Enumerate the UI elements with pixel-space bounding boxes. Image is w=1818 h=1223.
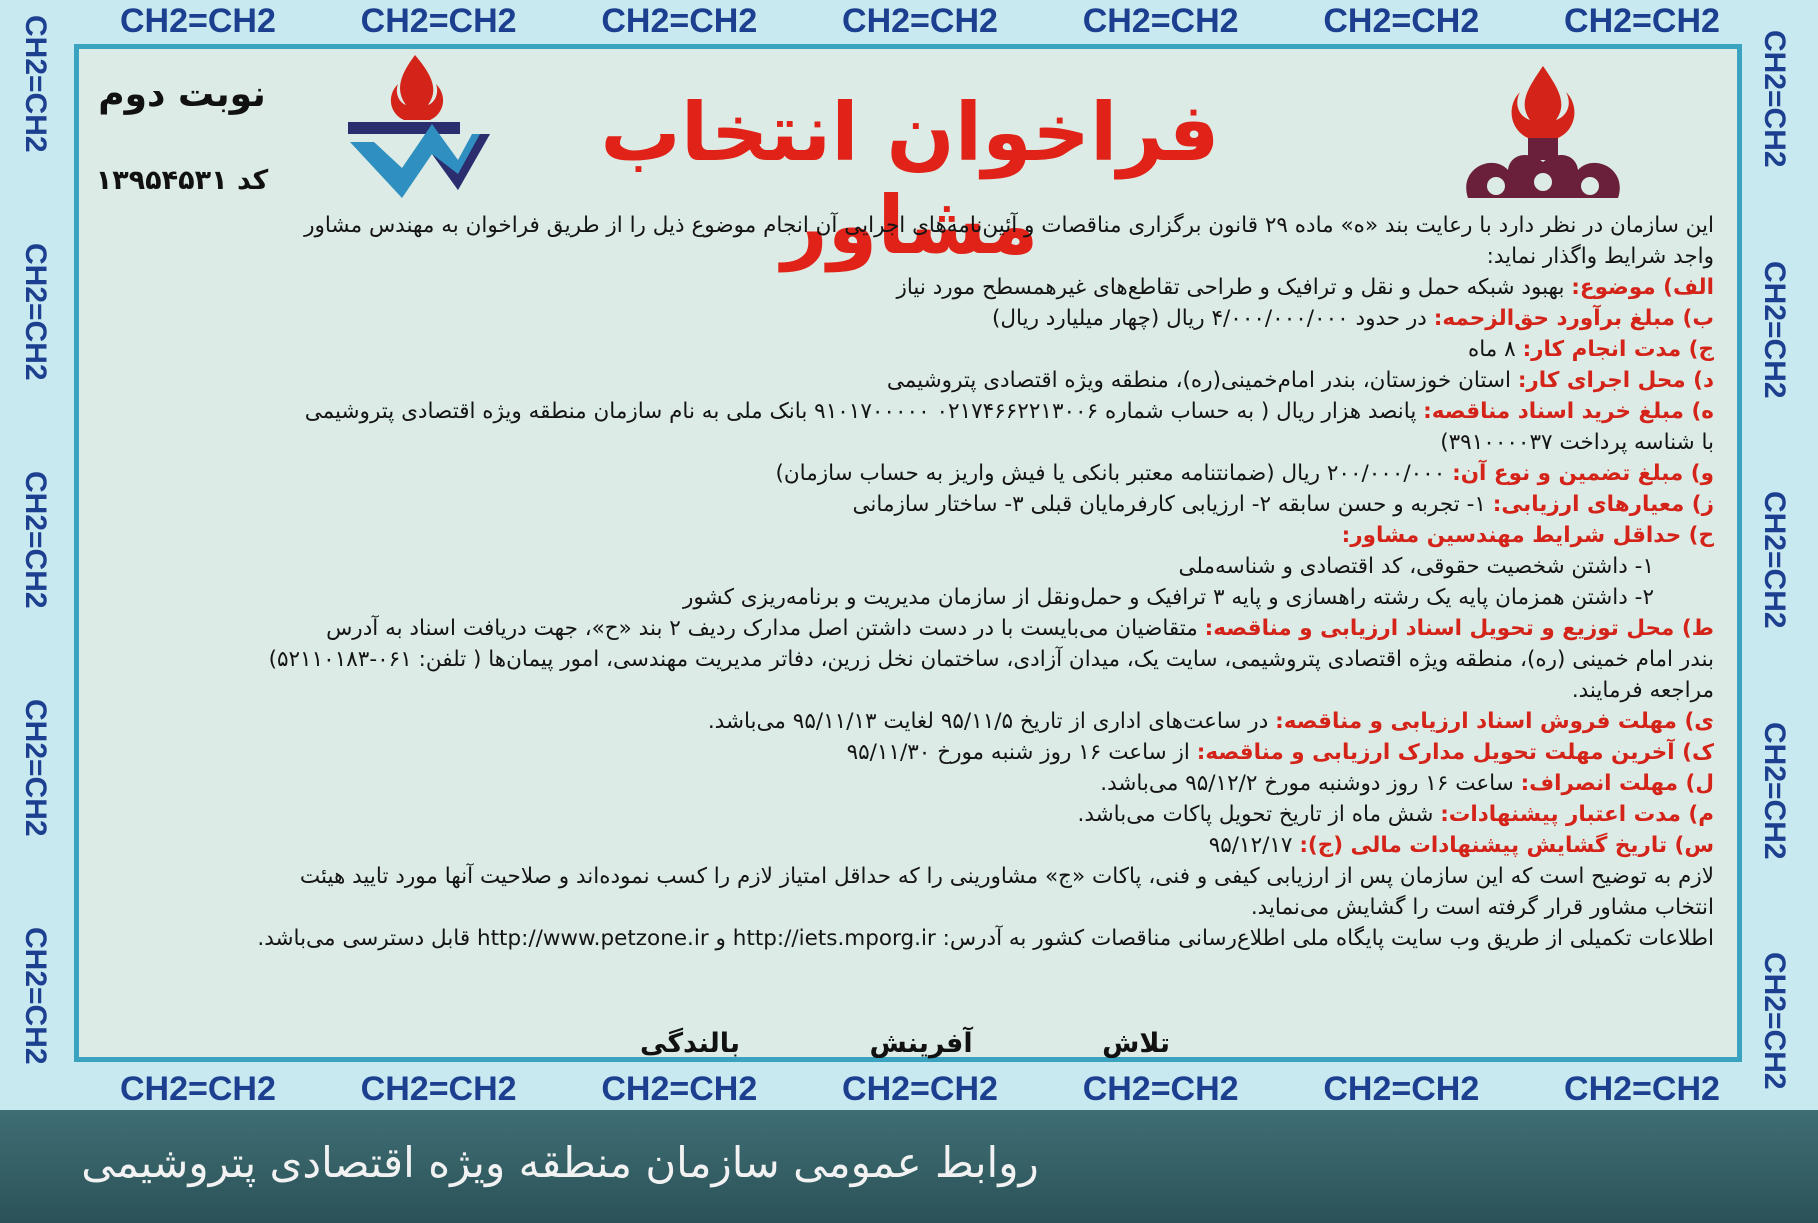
item-guarantee bbox=[92, 458, 1714, 489]
item-text: بهبود شبکه حمل و نقل و ترافیک و طراحی تقاطع‌های غیرهمسطح مورد نیاز bbox=[896, 275, 1565, 300]
item-fee bbox=[92, 303, 1714, 334]
item-label: و) مبلغ تضمین و نوع آن: bbox=[1452, 461, 1714, 486]
intro-line: واجد شرایط واگذار نماید: bbox=[1486, 244, 1714, 269]
item-label: ک) آخرین مهلت تحویل مدارک ارزیابی و مناقصه: bbox=[1196, 740, 1714, 765]
border-label: CH2=CH2 bbox=[1082, 2, 1239, 40]
item-subject bbox=[92, 272, 1714, 303]
border-right bbox=[1757, 30, 1791, 1090]
signature-row bbox=[640, 1028, 1170, 1059]
item-text: ۸ ماه bbox=[1467, 337, 1516, 362]
tender-code: کد ۱۳۹۵۴۵۳۱ bbox=[95, 165, 269, 196]
item-text: شش ماه از تاریخ تحویل پاکات می‌باشد. bbox=[1077, 802, 1434, 827]
item-label: ی) مهلت فروش اسناد ارزیابی و مناقصه: bbox=[1275, 709, 1714, 734]
item-label: ز) معیارهای ارزیابی: bbox=[1492, 492, 1714, 517]
item-text: استان خوزستان، بندر امام‌خمینی(ره)، منطقه ویژه اقتصادی پتروشیمی bbox=[886, 368, 1511, 393]
item-text: در حدود ۴/۰۰۰/۰۰۰/۰۰۰ ریال (چهار میلیارد ریال) bbox=[992, 306, 1427, 331]
border-top bbox=[120, 2, 1720, 41]
item-label: س) تاریخ گشایش پیشنهادات مالی (ج): bbox=[1299, 833, 1714, 858]
border-label: CH2=CH2 bbox=[1082, 1070, 1239, 1108]
condition-2: ۲- داشتن همزمان پایه یک رشته راهسازی و پایه ۳ ترافیک و حمل‌ونقل از سازمان مدیریت و برنامه‌ریزی کشور bbox=[683, 585, 1654, 610]
border-bottom bbox=[120, 1070, 1720, 1109]
item-text: ۹۵/۱۲/۱۷ bbox=[1208, 833, 1293, 858]
border-label: CH2=CH2 bbox=[1323, 1070, 1480, 1108]
border-label: CH2=CH2 bbox=[601, 2, 758, 40]
item-label: ب) مبلغ برآورد حق‌الزحمه: bbox=[1433, 306, 1714, 331]
border-label: CH2=CH2 bbox=[360, 1070, 517, 1108]
signature-word: بالندگی bbox=[640, 1028, 741, 1059]
item-delivery-deadline bbox=[92, 737, 1714, 768]
border-label: CH2=CH2 bbox=[1564, 1070, 1720, 1108]
item-text: در ساعت‌های اداری از تاریخ ۹۵/۱۱/۵ لغایت ۹۵/۱۱/۱۳ می‌باشد. bbox=[707, 709, 1269, 734]
page-title: فراخوان انتخاب مشاور bbox=[600, 86, 1220, 272]
border-label: CH2=CH2 bbox=[19, 927, 52, 1065]
note-line: لازم به توضیح است که این سازمان پس از ارزیابی کیفی و فنی، پاکات «ج» مشاورینی را که حداقل امتیاز لازم را کسب نموده‌اند و صلاحیت آنها مورد تایید هیئت bbox=[299, 864, 1714, 889]
border-label: CH2=CH2 bbox=[1564, 2, 1720, 40]
item-distribution-cont: مراجعه فرمایند. bbox=[1571, 678, 1714, 703]
border-label: CH2=CH2 bbox=[1323, 2, 1480, 40]
item-text: ۱- تجربه و حسن سابقه ۲- ارزیابی کارفرمایان قبلی ۳- ساختار سازمانی bbox=[852, 492, 1486, 517]
border-label: CH2=CH2 bbox=[19, 471, 52, 609]
border-label: CH2=CH2 bbox=[19, 699, 52, 837]
border-label: CH2=CH2 bbox=[842, 1070, 998, 1108]
item-text: از ساعت ۱۶ روز شنبه مورخ ۹۵/۱۱/۳۰ bbox=[846, 740, 1190, 765]
border-label: CH2=CH2 bbox=[1758, 491, 1791, 629]
item-withdrawal bbox=[92, 768, 1714, 799]
item-label: م) مدت اعتبار پیشنهادات: bbox=[1440, 802, 1714, 827]
border-label: CH2=CH2 bbox=[120, 1070, 276, 1108]
border-label: CH2=CH2 bbox=[1758, 260, 1791, 399]
intro-line: این سازمان در نظر دارد با رعایت بند «ه» ماده ۲۹ قانون برگزاری مناقصات و آئین‌نامه‌های اجرایی آن انجام موضوع ذیل را از طریق فراخوان به مهندس مشاور bbox=[304, 213, 1714, 238]
item-text: پانصد هزار ریال ( به حساب شماره ۰۲۱۷۴۶۶۲۲۱۳۰۰۶ ۹۱۰۱۷۰۰۰۰۰ بانک ملی به نام سازمان منطقه ویژه اقتصادی پتروشیمی bbox=[304, 399, 1417, 424]
item-text: متقاضیان می‌بایست با در دست داشتن اصل مدارک ردیف ۲ بند «ح»، جهت دریافت اسناد به آدرس bbox=[326, 616, 1198, 641]
item-duration bbox=[92, 334, 1714, 365]
item-opening bbox=[92, 830, 1714, 861]
announcement-body bbox=[92, 210, 1714, 954]
border-label: CH2=CH2 bbox=[842, 2, 998, 40]
item-distribution bbox=[92, 613, 1714, 644]
item-docs-price bbox=[92, 396, 1714, 427]
item-conditions bbox=[92, 520, 1714, 551]
petzone-logo-icon bbox=[340, 50, 500, 200]
item-text: ۲۰۰/۰۰۰/۰۰۰ ریال (ضمانتنامه معتبر بانکی یا فیش واریز به حساب سازمان) bbox=[775, 461, 1446, 486]
item-label: ط) محل توزیع و تحویل اسناد ارزیابی و مناقصه: bbox=[1204, 616, 1714, 641]
note-line: انتخاب مشاور قرار گرفته است را گشایش می‌نماید. bbox=[1250, 895, 1714, 920]
signature-word: تلاش bbox=[1102, 1028, 1170, 1059]
border-label: CH2=CH2 bbox=[601, 1070, 758, 1108]
item-label: ل) مهلت انصراف: bbox=[1520, 771, 1714, 796]
condition-1: ۱- داشتن شخصیت حقوقی، کد اقتصادی و شناسه‌ملی bbox=[1178, 554, 1654, 579]
border-label: CH2=CH2 bbox=[19, 243, 52, 381]
item-validity bbox=[92, 799, 1714, 830]
border-left bbox=[18, 15, 52, 1065]
border-label: CH2=CH2 bbox=[1758, 721, 1791, 860]
border-label: CH2=CH2 bbox=[120, 2, 276, 40]
item-label: ح) حداقل شرایط مهندسین مشاور: bbox=[1341, 523, 1714, 548]
border-label: CH2=CH2 bbox=[1758, 952, 1791, 1090]
publication-turn: نوبت دوم bbox=[98, 74, 266, 115]
item-distribution-cont: بندر امام خمینی (ره)، منطقه ویژه اقتصادی پتروشیمی، سایت یک، میدان آزادی، ساختمان نخل زرین، دفاتر مدیریت مهندسی، امور پیمان‌ها ( تلفن: ۰۶۱-۵۲۱۱۰۱۸۳) bbox=[268, 647, 1714, 672]
item-text: ساعت ۱۶ روز دوشنبه مورخ ۹۵/۱۲/۲ می‌باشد. bbox=[1100, 771, 1514, 796]
item-label: د) محل اجرای کار: bbox=[1517, 368, 1714, 393]
item-location bbox=[92, 365, 1714, 396]
item-sale-deadline bbox=[92, 706, 1714, 737]
note-line: اطلاعات تکمیلی از طریق وب سایت پایگاه ملی اطلاع‌رسانی مناقصات کشور به آدرس: http://iets.mporg.ir و http://www.petzone.ir قابل دسترسی می‌باشد. bbox=[257, 926, 1714, 951]
item-label: ه) مبلغ خرید اسناد مناقصه: bbox=[1423, 399, 1714, 424]
item-criteria bbox=[92, 489, 1714, 520]
signature-word: آفرینش bbox=[869, 1028, 973, 1059]
border-label: CH2=CH2 bbox=[360, 2, 517, 40]
nioc-logo-icon bbox=[1448, 58, 1638, 208]
border-label: CH2=CH2 bbox=[19, 15, 52, 153]
item-label: الف) موضوع: bbox=[1571, 275, 1714, 300]
border-label: CH2=CH2 bbox=[1758, 30, 1791, 168]
item-docs-price-cont: با شناسه پرداخت ۳۹۱۰۰۰۰۳۷) bbox=[1440, 430, 1714, 455]
footer-text: روابط عمومی سازمان منطقه ویژه اقتصادی پتروشیمی bbox=[81, 1138, 1039, 1187]
item-label: ج) مدت انجام کار: bbox=[1522, 337, 1714, 362]
